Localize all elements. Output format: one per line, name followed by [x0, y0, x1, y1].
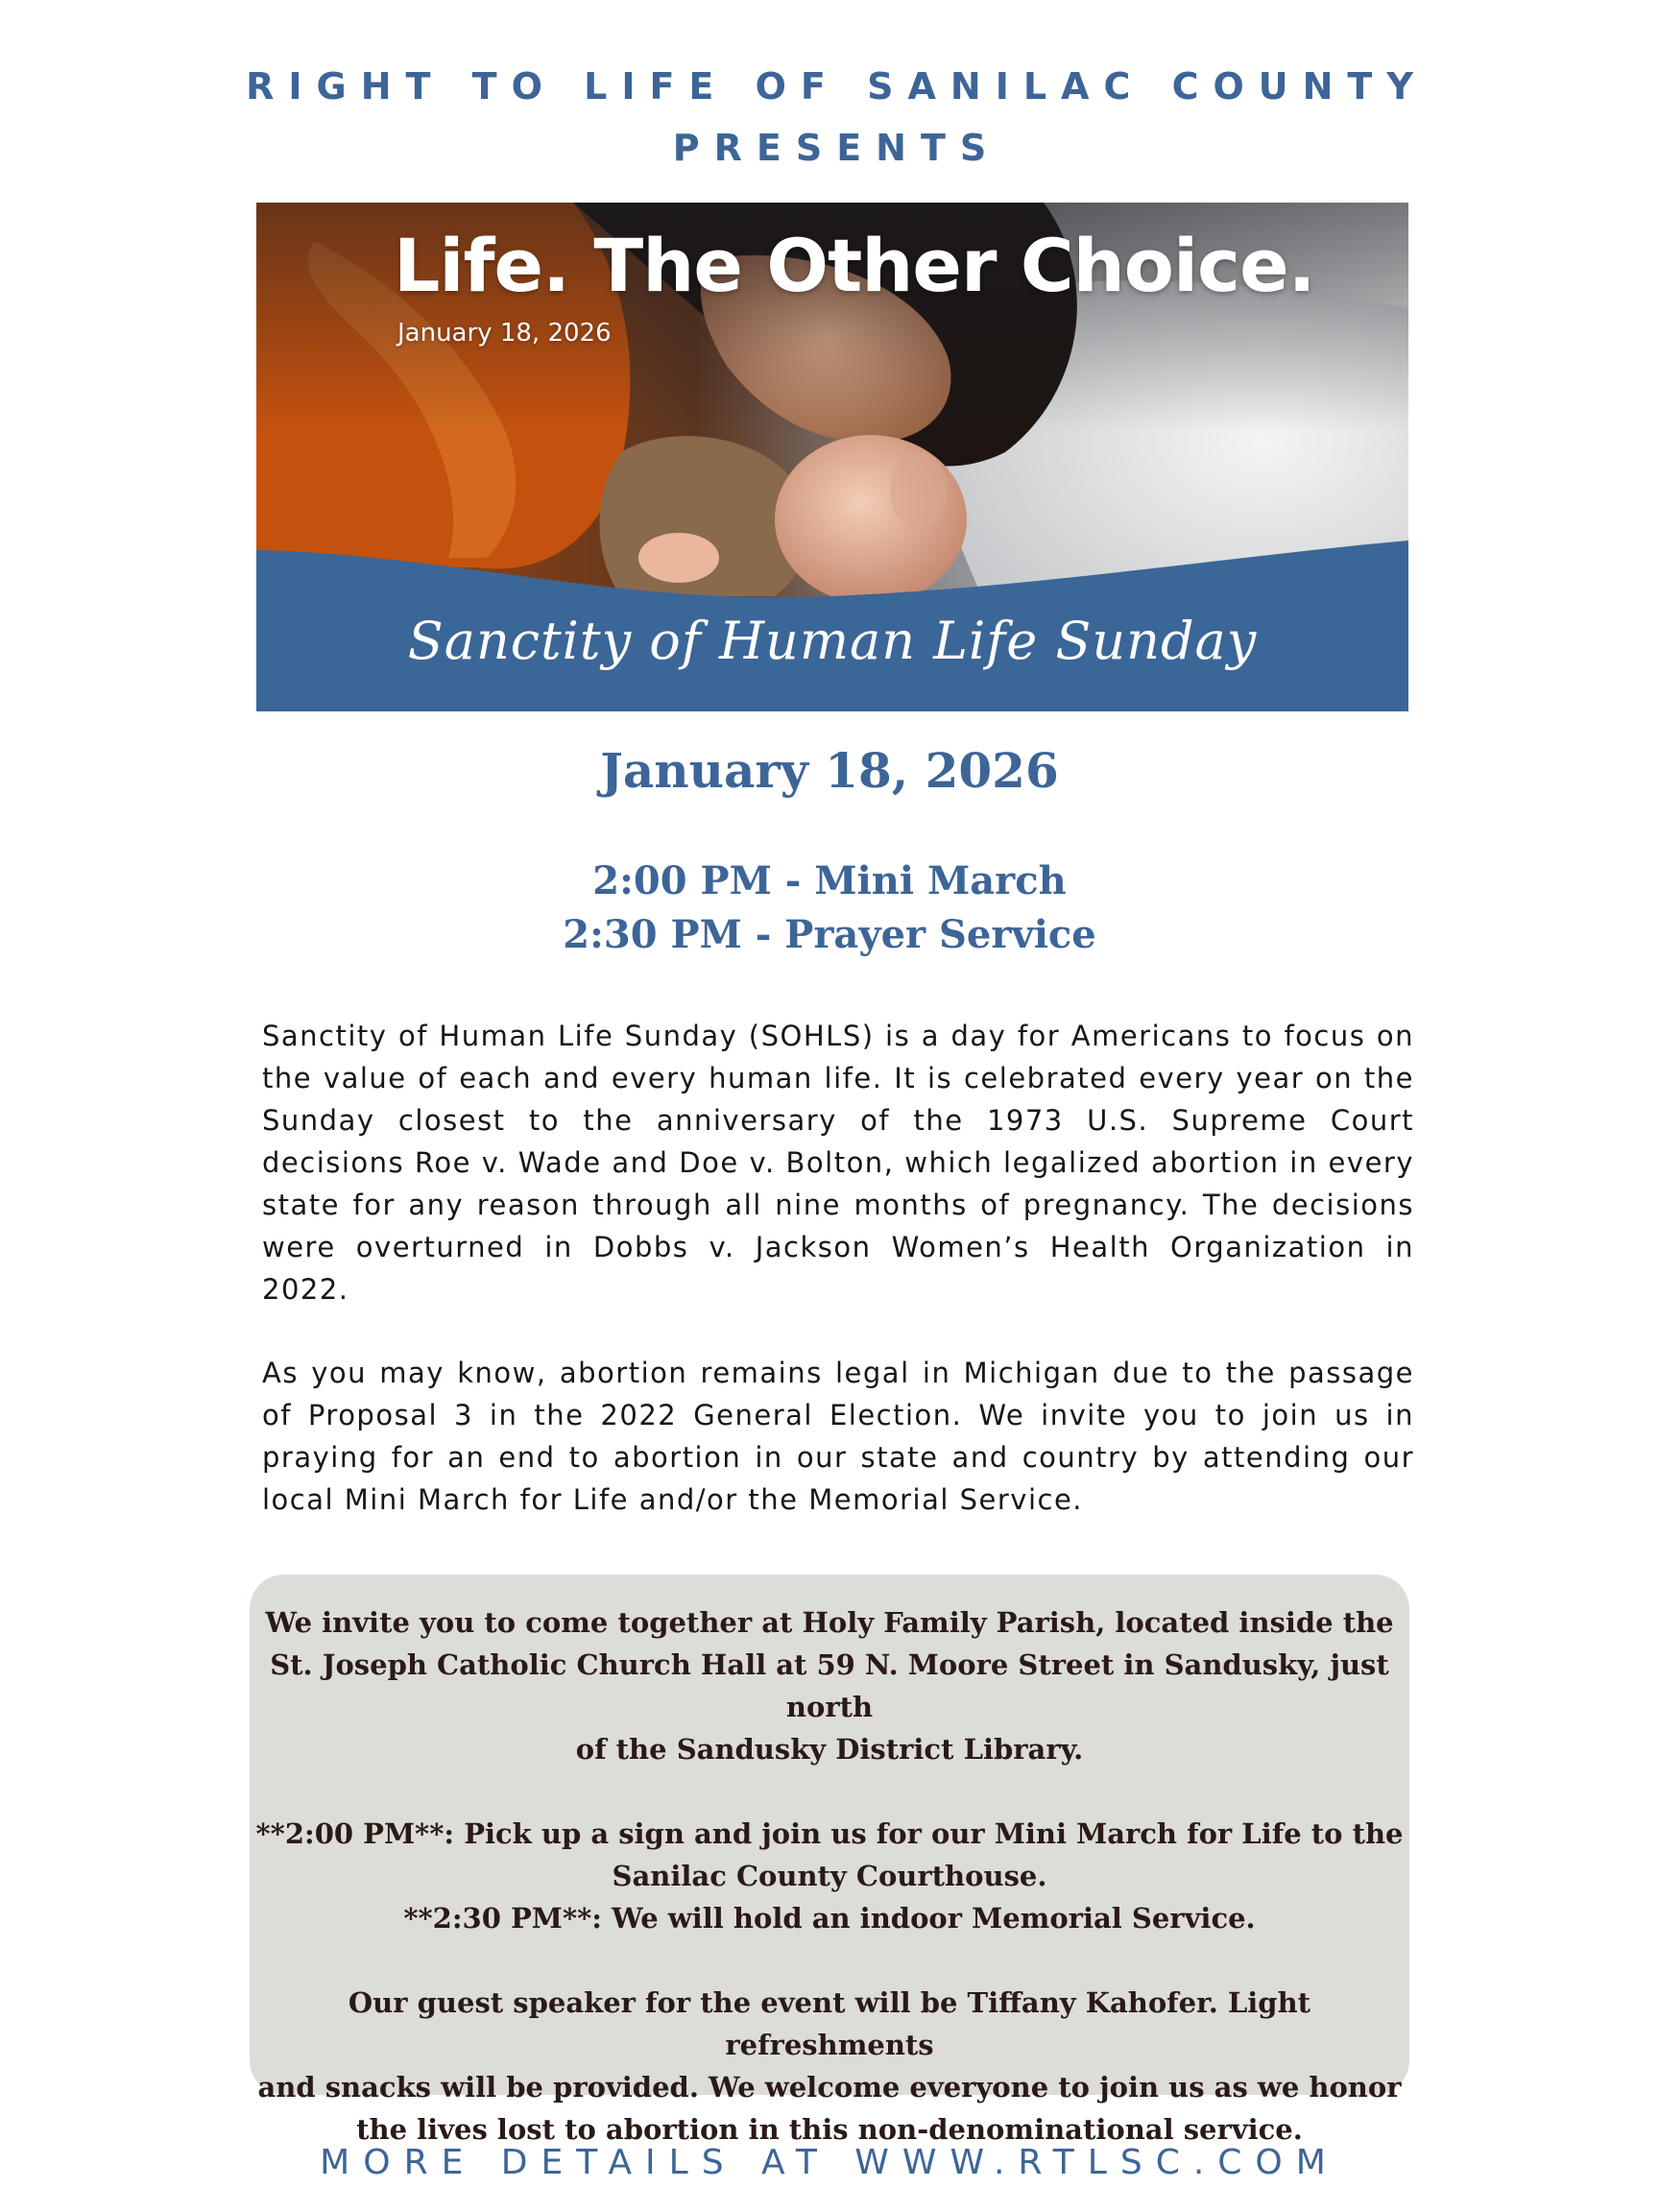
header [0, 56, 1659, 179]
schedule-line-3: **2:30 PM**: We will hold an indoor Memorial Service. [403, 1902, 1256, 1935]
speaker-line-2: and snacks will be provided. We welcome everyone to join us as we honor [257, 2071, 1402, 2104]
speaker-line-1: Our guest speaker for the event will be Tiffany Kahofer. Light refreshments [348, 1986, 1311, 2061]
schedule-line-1: **2:00 PM**: Pick up a sign and join us for our Mini March for Life to the [255, 1817, 1404, 1850]
event-schedule [0, 854, 1659, 962]
event-banner [256, 203, 1408, 711]
location-line-2: St. Joseph Catholic Church Hall at 59 N. Moore Street in Sandusky, just north [270, 1648, 1389, 1723]
schedule-line-2: Sanilac County Courthouse. [612, 1860, 1047, 1892]
header-line-organization: RIGHT TO LIFE OF SANILAC COUNTY [246, 65, 1428, 108]
time-prayer-service: 2:30 PM - Prayer Service [563, 912, 1096, 957]
event-details-box [250, 1575, 1409, 2146]
paragraph-sohls: Sanctity of Human Life Sunday (SOHLS) is a day for Americans to focus on the value of each and every human life. It is celebrated every year on the Sunday closest to the anniversary of the 1973 U.S. Supreme Court decisions Roe v. Wade and Doe v. Bolton, which legalized abortion in every state for any reason through all nine months of pregnancy. The decisions were overturned in Dobbs v. Jackson Women’s Health Organization in 2022. [262, 1020, 1414, 1306]
footer-website: MORE DETAILS AT WWW.RTLSC.COM [320, 2143, 1339, 2182]
banner-date: January 18, 2026 [397, 319, 612, 348]
location-line-1: We invite you to come together at Holy Family Parish, located inside the [265, 1606, 1394, 1639]
speaker-line-3: the lives lost to abortion in this non-denominational service. [356, 2113, 1303, 2146]
header-line-presents: PRESENTS [672, 127, 1001, 169]
event-date: January 18, 2026 [600, 742, 1059, 799]
paragraph-michigan: As you may know, abortion remains legal in Michigan due to the passage of Proposal 3 in the 2022 General Election. We invite you to join us in praying for an end to abortion in our state and country by attending our local Mini March for Life and/or the Memorial Service. [262, 1357, 1414, 1516]
time-mini-march: 2:00 PM - Mini March [592, 858, 1067, 903]
banner-title: Life. The Other Choice. [394, 223, 1315, 308]
event-details-text [250, 1601, 1409, 2151]
banner-script-heading: Sanctity of Human Life Sunday [407, 611, 1258, 671]
location-line-3: of the Sandusky District Library. [575, 1733, 1084, 1766]
